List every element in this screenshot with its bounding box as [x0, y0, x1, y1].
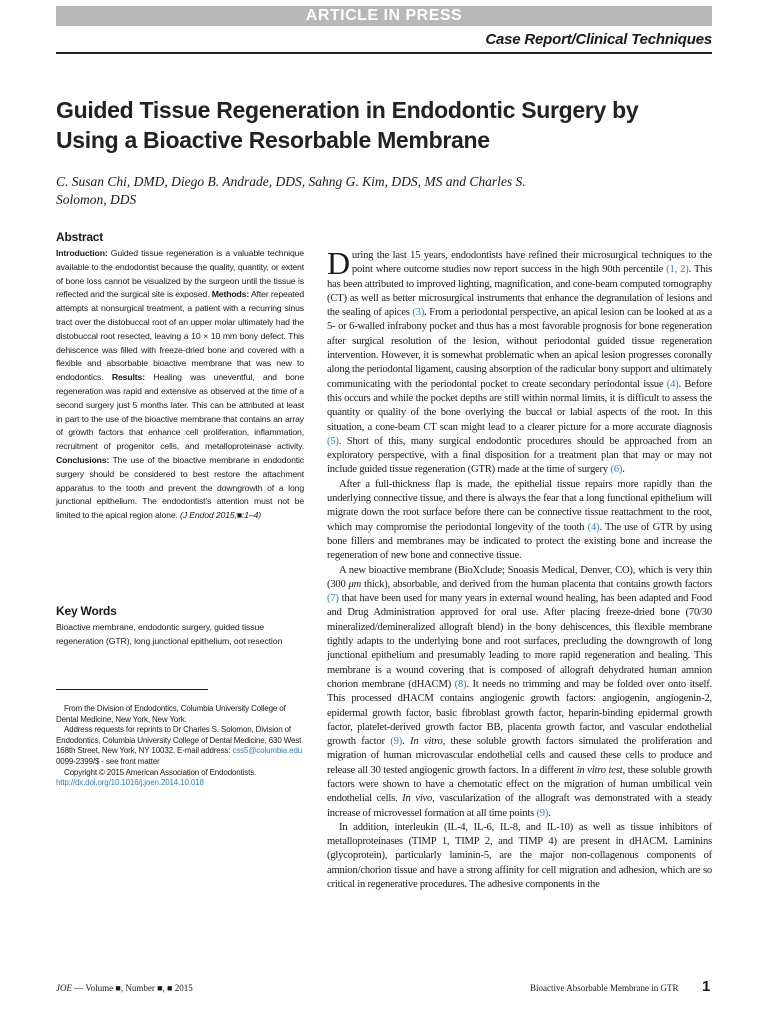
- reprints-text: Address requests for reprints to Dr Charles S. Solomon, Division of Endodontics, Columbia University College of Dental Medicine, 630 West 168th Street, New York, NY 10032. E-mail address:: [56, 725, 302, 756]
- keywords-section: [56, 604, 304, 649]
- abstract-heading: Abstract: [56, 230, 104, 244]
- footnote-divider: [56, 689, 208, 690]
- journal-abbrev: JOE: [56, 983, 72, 993]
- abstract-text: [56, 247, 304, 523]
- author-list: C. Susan Chi, DMD, Diego B. Andrade, DDS, Sahng G. Kim, DDS, MS and Charles S. Solomon, DDS: [56, 174, 526, 207]
- intro-label: Introduction:: [56, 248, 108, 258]
- copyright-note: Copyright © 2015 American Association of Endodontists.: [64, 767, 257, 777]
- abstract-citation: (J Endod 2015;■:1–4): [180, 510, 262, 521]
- body-paragraph-2: After a full-thickness flap is made, the epithelial tissue repairs more rapidly than the underlying connective tissue, and there is always the fear that a long functional epithelium will migrate down the root surface before there can be connective tissue reattachment to the root, which may compromise the periodontal longevity of the tooth (4). The use of GTR by using bone fillers and membranes may be indicated to protect the existing bone and increase the regeneration of new bone and connective tissue.: [327, 478, 712, 562]
- reference-link[interactable]: (4): [587, 521, 600, 533]
- keywords-heading: Key Words: [56, 604, 117, 618]
- drop-cap: D: [327, 245, 350, 281]
- abstract-column: [56, 230, 304, 523]
- page-number: 1: [702, 978, 711, 995]
- body-paragraph-3: A new bioactive membrane (BioXclude; Snoasis Medical, Denver, CO), which is very thin (300 μm thick), absorbable, and derived from the human placenta that contains growth factors (7) that have been used for many years in external wound healing, has been adapted and Food and Drug Administration approved for oral use. After placing freeze-dried bone (70/30 mineralized/demineralized allograft blend) in the bony dehiscences, this flexible membrane tightly adapts to the underlying bone and root surfaces, precluding the downgrowth of long junctional epithelium and presumably leading to more rapid regeneration and healing. This membrane is a wound covering that is composed of allograft dehydrated human amnion chorion membrane (dHACM) (8). It needs no trimming and may be folded over onto itself. This processed dHACM contains angiogenic growth factors: angiogenin, angiogenin-2, epidermal growth factor, basic fibroblast growth factor, heparin-binding epidermal growth factor, platelet-derived growth factor BB, placenta growth factor, and vascular endothelial growth factor (9). In vitro, these soluble growth factors simulated the proliferation and migration of human microvascular endothelial cells and caused these cells to produce and release all 30 tested angiogenic growth factors. In a different in vitro test, these soluble growth factors were shown to have a chemotatic effect on the migration of human umbilical vein endothelial cells. In vivo, vascularization of the allograft was demonstrated with a steady increase of microvessel formation at all time points (9).: [327, 564, 713, 819]
- affiliation-note: From the Division of Endodontics, Columbia University College of Dental Medicine, New York, New York.: [56, 704, 286, 724]
- body-paragraph-4: In addition, interleukin (IL-4, IL-6, IL-8, and IL-10) as well as tissue inhibitors of metalloproteinases (TIMP 1, TIMP 2, and TIMP 4) are present in dHACM. Laminins (glycoprotein), particularly laminin-5, are the major non-collagenous components of amnion/chorion tissue and have a strong affinity for cell migration and adhesion, which are so critical in regenerative procedures. The adhesive components in the: [327, 821, 712, 891]
- body-paragraph-1: During the last 15 years, endodontists have refined their microsurgical techniques to the point where outcome studies now report success in the high 90th percentile (1, 2). This has been attributed to improved lighting, magnification, and cone-beam computed tomography (CT) as well as better microsurgical instruments that enhance the degranulation of lesions and the sealing of apices (3). From a periodontal perspective, an apical lesion can be looked at as a 5- or 6-walled infrabony pocket and thus has a most favorable prognosis for bone regeneration after surgical resolution of the lesion, without periodontal guided tissue regeneration intervention. However, it is somewhat problematic when an apical lesion progresses coronally along the periodontal ligament, causing absorption of the radicular bony support and ultimately communicating with the periodontal pocket to create secondary periodontal issue (4). Before this occurs and while the pocket depths are still within normal limits, it is difficult to assess the quantity or quality of the bone overlying the buccal or labial aspects of the root. In this situation, a cone-beam CT scan might lead to a clearer picture for a more accurate diagnosis (5). Short of this, many surgical endodontic procedures should be approached from an exploratory perspective, with a final disposition for a treatment plan that may or may not include guided tissue regeneration (GTR) made at the time of surgery (6).: [327, 245, 713, 476]
- reference-link[interactable]: (1, 2): [666, 264, 689, 276]
- results-text: Healing was uneventful, and bone regeneration was rapid and extensive as observed at the time of a second surgery just 5 months later. This can be attributed at least in part to the use of the bioactive membrane that contains an array of growth factors that enhance cell proliferation, inflammation, recruitment of progenitor cells, and metalloproteinase activity.: [56, 372, 304, 452]
- section-divider: [56, 52, 712, 54]
- methods-text: After repeated attempts at nonsurgical treatment, a patient with a recurring sinus tract over the distobuccal root of an upper molar ultimately had the distobuccal root resected, leaving a 10 × 10 mm bony defect. This dehiscence was filled with freeze-dried bone and covered with a flexible and absorbable bioactive membrane that was new to endodontics.: [56, 289, 304, 383]
- reference-link[interactable]: (4): [666, 378, 679, 390]
- results-label: Results:: [111, 372, 145, 383]
- email-link[interactable]: css5@columbia.edu: [232, 746, 303, 756]
- reference-link[interactable]: (5): [327, 435, 339, 447]
- footer-journal: [56, 983, 193, 993]
- keywords-text: Bioactive membrane, endodontic surgery, guided tissue regeneration (GTR), long junctional epithelium, oot resection: [56, 622, 283, 646]
- reference-link[interactable]: (9): [536, 807, 549, 819]
- footnotes: [56, 704, 304, 789]
- reference-link[interactable]: (7): [327, 593, 339, 605]
- methods-label: Methods:: [211, 289, 250, 300]
- conclusions-text: The use of the bioactive membrane in endodontic surgery should be considered to best restore the attachment apparatus to the tooth and prevent the downgrowth of a long junctional epithelium. The endodontist’s attention must not be limited to the apical region alone.: [56, 454, 304, 521]
- intro-text: Guided tissue regeneration is a valuable technique available to the endodontist because the quality, quantity, or extent of bone loss cannot be visualized by the surgeon until the tissue is reflected and the surgical site is exposed.: [56, 248, 304, 300]
- reference-link[interactable]: (3): [412, 307, 425, 319]
- section-label: Case Report/Clinical Techniques: [485, 31, 712, 48]
- reference-link[interactable]: (8): [454, 678, 467, 690]
- doi-link[interactable]: http://dx.doi.org/10.1016/j.joen.2014.10.018: [56, 778, 204, 788]
- conclusions-label: Conclusions:: [56, 454, 110, 465]
- article-in-press-banner: ARTICLE IN PRESS: [56, 6, 712, 26]
- reprints-note: [56, 725, 304, 757]
- article-title: Guided Tissue Regeneration in Endodontic Surgery by Using a Bioactive Resorbable Membrane: [56, 97, 639, 153]
- volume-info: — Volume ■, Number ■, ■ 2015: [72, 983, 193, 993]
- issn-note: 0099-2399/$ - see front matter: [56, 756, 160, 766]
- running-title: Bioactive Absorbable Membrane in GTR: [530, 983, 679, 993]
- reference-link[interactable]: (6): [610, 464, 623, 476]
- body-column: [327, 245, 713, 892]
- reference-link[interactable]: (9): [390, 736, 403, 748]
